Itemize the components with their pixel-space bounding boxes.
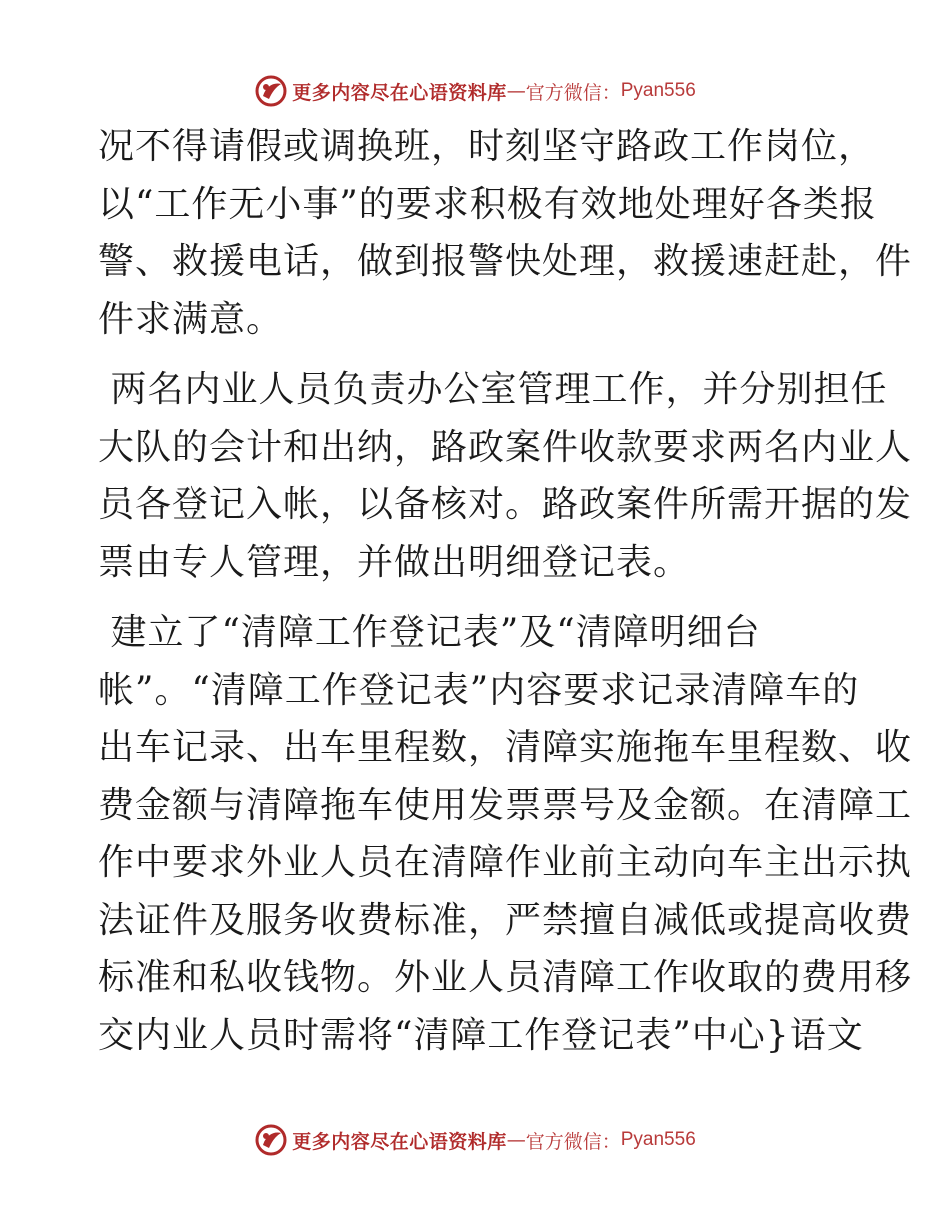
header-brand-text: 更多内容尽在心语资料库 xyxy=(292,81,507,104)
paragraph-1 xyxy=(98,118,913,348)
text-line: 员各登记入帐，以备核对。路政案件所需开据的发 xyxy=(98,484,913,525)
text-line: 票由专人管理，并做出明细登记表。 xyxy=(98,541,691,583)
footer-separator: — xyxy=(506,1129,526,1151)
text-line: 法证件及服务收费标准，严禁擅自减低或提高收费 xyxy=(98,899,913,941)
paragraph-3 xyxy=(98,604,913,1064)
footer-wechat-id: Pyan556 xyxy=(620,1129,696,1150)
paragraph-2 xyxy=(98,361,913,591)
footer-watermark xyxy=(0,1120,950,1160)
header-wechat-label: 官方微信： xyxy=(525,81,621,104)
header-wechat-id: Pyan556 xyxy=(620,80,696,101)
text-line: 出车记录、出车里程数，清障实施拖车里程数、收 xyxy=(98,727,913,768)
header-separator: — xyxy=(506,80,526,102)
text-line: 作中要求外业人员在清障作业前主动向车主出示执 xyxy=(98,842,913,883)
text-line: 费金额与清障拖车使用发票票号及金额。在清障工 xyxy=(98,784,913,826)
text-line: 建立了“清障工作登记表”及“清障明细台 xyxy=(98,612,761,653)
text-line: 大队的会计和出纳，路政案件收款要求两名内业人 xyxy=(98,426,913,468)
header-watermark xyxy=(0,71,950,111)
text-line: 标准和私收钱物。外业人员清障工作收取的费用移 xyxy=(98,957,913,998)
footer-brand-text: 更多内容尽在心语资料库 xyxy=(292,1130,507,1153)
text-line: 两名内业人员负责办公室管理工作，并分别担任 xyxy=(98,369,888,410)
brand-logo-icon xyxy=(254,74,288,108)
document-body xyxy=(98,118,913,1077)
text-line: 况不得请假或调换班，时刻坚守路政工作岗位， xyxy=(98,126,876,167)
brand-logo-icon xyxy=(254,1123,288,1157)
text-line: 以“工作无小事”的要求积极有效地处理好各类报 xyxy=(98,183,877,225)
text-line: 警、救援电话，做到报警快处理，救援速赶赴，件 xyxy=(98,241,913,282)
text-line: 帐”。“清障工作登记表”内容要求记录清障车的 xyxy=(98,669,860,711)
text-line: 件求满意。 xyxy=(98,298,284,340)
text-line: 交内业人员时需将“清障工作登记表”中心}语文 xyxy=(98,1014,864,1056)
footer-wechat-label: 官方微信： xyxy=(525,1130,621,1153)
